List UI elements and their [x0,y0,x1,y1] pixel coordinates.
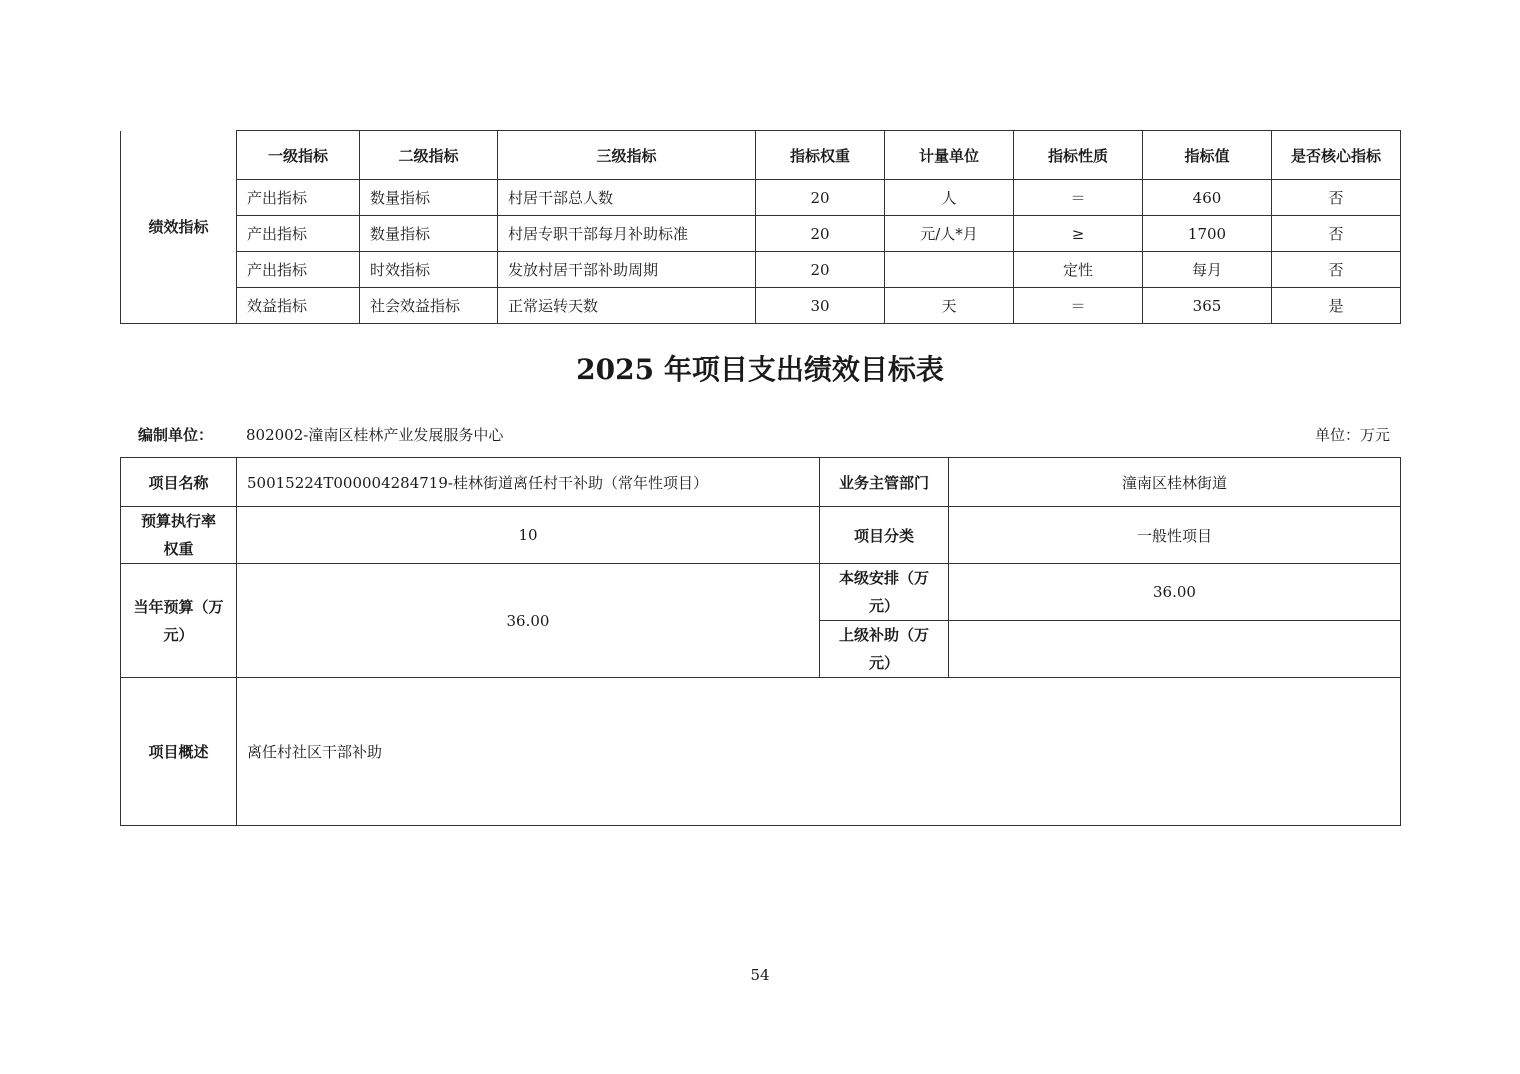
table-cell: 村居干部总人数 [498,180,756,216]
rate-label-line2: 权重 [163,540,194,558]
table-cell: ≥ [1014,216,1143,252]
upper-label [820,621,949,678]
page-number: 54 [750,966,770,984]
section-label: 绩效指标 [121,131,237,324]
page-title: 2025 年项目支出绩效目标表 [576,353,944,386]
budget-value: 36.00 [237,564,820,678]
header-cell: 指标性质 [1014,131,1143,180]
unit-label: 单位：万元 [1314,426,1390,444]
table-row [121,288,1401,324]
table-cell: ＝ [1014,288,1143,324]
table-cell: 数量指标 [360,216,498,252]
category-label: 项目分类 [820,507,949,564]
table-cell: 否 [1272,252,1401,288]
rate-label-line1: 预算执行率 [140,512,216,530]
budget-label [121,564,237,678]
table-cell: 20 [756,252,885,288]
table-cell: 是 [1272,288,1401,324]
table-cell: 1700 [1143,216,1272,252]
upper-value [949,621,1401,678]
header-cell: 一级指标 [237,131,360,180]
table-cell: 产出指标 [237,216,360,252]
local-label-line2: 元） [868,597,899,615]
upper-label-line1: 上级补助（万 [838,626,929,644]
table-cell: ＝ [1014,180,1143,216]
table-cell: 元/人*月 [885,216,1014,252]
rate-value: 10 [237,507,820,564]
table-cell: 365 [1143,288,1272,324]
table-cell: 20 [756,216,885,252]
table-cell: 定性 [1014,252,1143,288]
header-cell: 指标值 [1143,131,1272,180]
overview-label: 项目概述 [121,678,237,826]
table-cell: 20 [756,180,885,216]
header-cell: 计量单位 [885,131,1014,180]
budget-label-line2: 元） [163,625,194,644]
table-cell: 30 [756,288,885,324]
table-cell: 每月 [1143,252,1272,288]
table-cell: 人 [885,180,1014,216]
project-name-label: 项目名称 [121,458,237,507]
table-cell: 效益指标 [237,288,360,324]
table-cell: 时效指标 [360,252,498,288]
local-value: 36.00 [949,564,1401,621]
header-cell: 二级指标 [360,131,498,180]
local-label [820,564,949,621]
table-cell: 村居专职干部每月补助标准 [498,216,756,252]
dept-value: 潼南区桂林街道 [949,458,1401,507]
header-cell: 是否核心指标 [1272,131,1401,180]
table-cell: 发放村居干部补助周期 [498,252,756,288]
table-cell: 天 [885,288,1014,324]
table-cell: 产出指标 [237,180,360,216]
table-row [121,252,1401,288]
project-name-value: 50015224T000004284719-桂林街道离任村干补助（常年性项目） [237,458,820,507]
table-cell: 正常运转天数 [498,288,756,324]
table-cell: 460 [1143,180,1272,216]
header-cell: 三级指标 [498,131,756,180]
local-label-line1: 本级安排（万 [838,569,929,587]
table-row [121,180,1401,216]
table-cell: 社会效益指标 [360,288,498,324]
budget-label-line1: 当年预算（万 [133,597,224,616]
rate-label [121,507,237,564]
upper-label-line2: 元） [868,654,899,672]
table-cell: 否 [1272,180,1401,216]
org-label: 编制单位： [138,426,214,444]
table-cell: 数量指标 [360,180,498,216]
table-cell: 产出指标 [237,252,360,288]
table-cell [885,252,1014,288]
table-cell: 否 [1272,216,1401,252]
table-row [121,216,1401,252]
overview-value: 离任村社区干部补助 [237,678,1401,826]
dept-label: 业务主管部门 [820,458,949,507]
org-value: 802002-潼南区桂林产业发展服务中心 [246,426,504,444]
indicator-table [120,130,1401,324]
header-cell: 指标权重 [756,131,885,180]
category-value: 一般性项目 [949,507,1401,564]
project-table [120,457,1401,826]
